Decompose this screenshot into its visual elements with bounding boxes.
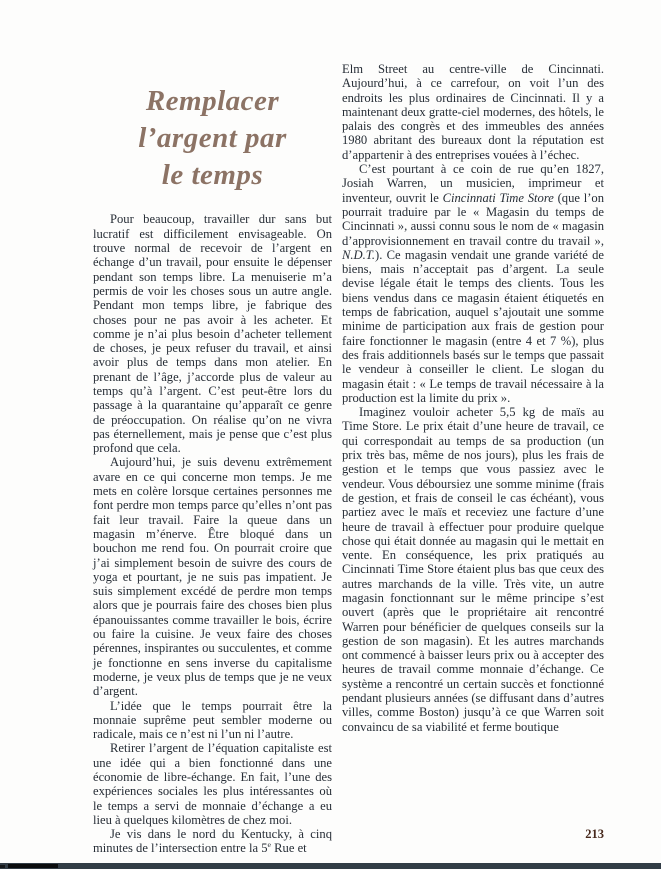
text-run: Elm Street au centre-ville de Cincinnati. Aujourd’hui, à ce carrefour, on voit l’un des endroits les plus ordinaires de Cincinnati. Il y a maintenant deux gratte-ciel modernes, des hôtels, le palais des congrès et des immeubles des années 1980 abritant des bureaux dont la réputation est d’appartenir à des entreprises vouées à l’échec.	[342, 62, 604, 162]
paragraph	[342, 162, 604, 405]
text-run: L’idée que le temps pourrait être la monnaie suprême peut sembler moderne ou radicale, mais ce n’est ni l’un ni l’autre.	[93, 698, 332, 742]
chapter-title-line-1: Remplacer	[145, 85, 280, 118]
text-run: Pour beaucoup, travailler dur sans but lucratif est difficilement envisageable. On trouve normal de recevoir de l’argent en échange d’un travail, pour ensuite le dépenser pendant son temps libre. La menuiserie m’a permis de voir les choses sous un autre angle. Pendant mon temps libre, je fabrique des choses pour ne pas avoir à les acheter. Et comme je n’ai plus besoin d’acheter tellement de choses, je peux refuser du travail, et ainsi avoir plus de temps dans mon atelier. En prenant de l’âge, j’accorde plus de valeur au temps qu’à l’argent. C’est peut-être lors du passage à la quarantaine qu’apparaît ce genre de préoccupation. On réalise qu’on ne vivra pas éternellement, mais je pense que c’est plus profond que cela.	[93, 212, 332, 456]
text-run: Imaginez vouloir acheter 5,5 kg de maïs au Time Store. Le prix était d’une heure de travail, ce qui correspondait au temps de sa production (un prix très bas, même de nos jours), plus les frais de gestion et le temps que vous passiez avec le vendeur. Vous déboursiez une somme minime (frais de gestion, et frais de conseil le cas échéant), vous partiez avec le maïs et receviez une facture d’une heure de travail à effectuer pour produire quelque chose qui était donnée au magasin qui le mettait en vente. En conséquence, les prix pratiqués au Cincinnati Time Store étaient plus bas que ceux des autres marchands de la ville. Très vite, un autre magasin fonctionnant sur le même principe s’est ouvert (après que le propriétaire ait rencontré Warren pour bénéficier de quelques conseils sur la gestion de son magasin). Et les autres marchands ont commencé à baisser leurs prix ou à accepter des heures de travail comme monnaie d’échange. Ce système a rencontré un certain succès et fonctionné pendant plusieurs années (se diffusant dans d’autres villes, comme Boston) jusqu’à ce que Warren soit convaincu de sa viabilité et ferme boutique	[342, 405, 604, 734]
paragraph	[93, 827, 332, 856]
paragraph	[93, 741, 332, 827]
text-run: Aujourd’hui, je suis devenu extrêmement avare en ce qui concerne mon temps. Je me mets en colère lorsque certaines personnes me font perdre mon temps parce qu’elles n’ont pas fait leur travail. Faire la queue dans un magasin m’énerve. Être bloqué dans un bouchon me rend fou. On pourrait croire que j’ai simplement besoin de suivre des cours de yoga et pourtant, je ne suis pas impatient. Je suis simplement excédé de perdre mon temps alors que je pourrais faire des choses bien plus épanouissantes comme travailler le bois, écrire ou faire la cuisine. Je veux faire des choses pérennes, inspirantes ou succulentes, et comme je fonctionne en sens inverse du capitalisme moderne, je veux plus de temps que je ne veux d’argent.	[93, 455, 332, 699]
chapter-title	[93, 83, 332, 194]
italic-text-run: Cincinnati Time Store	[442, 190, 554, 205]
italic-text-run: N.D.T.	[342, 247, 376, 262]
scan-edge-bar	[0, 863, 661, 869]
paragraph	[93, 455, 332, 698]
text-column-left	[93, 64, 332, 856]
paragraph	[342, 405, 604, 734]
body-text-right	[342, 62, 604, 734]
page-number: 213	[585, 827, 604, 841]
text-run: (que l’on pourrait traduire par le « Magasin du temps de Cincinnati », aussi connu sous le nom de « magasin d’approvisionnement en travail contre du travail »,	[342, 190, 604, 248]
body-text-left	[93, 212, 332, 855]
text-run: C’est pourtant à ce coin de rue qu’en 1827, Josiah Warren, un musicien, imprimeur et inventeur, ouvrit le	[342, 162, 604, 205]
chapter-title-line-3: le temps	[161, 159, 264, 192]
paragraph	[93, 699, 332, 742]
chapter-title-line-2: l’argent par	[138, 122, 287, 155]
paragraph	[342, 62, 604, 162]
scan-edge-corner-mark	[0, 865, 5, 868]
text-run: ). Ce magasin vendait une grande variété de biens, mais n’acceptait pas d’argent. La seule devise légale était le temps des clients. Tous les biens vendus dans ce magasin étaient étiquetés en temps de fabrication, auquel s’ajoutait une somme minime de participation aux frais de gestion pour faire fonctionner le magasin (entre 4 et 7 %), plus des frais additionnels basés sur le temps que passait le vendeur à conseiller le client. Le slogan du magasin était : « Le temps de travail nécessaire à la production est la limite du prix ».	[342, 247, 604, 405]
text-column-right	[342, 62, 604, 734]
scan-edge-dark-segment	[8, 864, 58, 868]
text-run: Je vis dans le nord du Kentucky, à cinq minutes de l’intersection entre la 5	[93, 827, 332, 856]
text-run: Retirer l’argent de l’équation capitaliste est une idée qui a bien fonctionné dans une économie de libre-échange. En fait, l’une des expériences sociales les plus intéressantes où le temps a servi de monnaie d’échange a eu lieu à quelques kilomètres de chez moi.	[93, 741, 332, 827]
text-run: Rue et	[270, 841, 307, 856]
superscript-run: e	[267, 840, 271, 850]
paragraph	[93, 212, 332, 455]
